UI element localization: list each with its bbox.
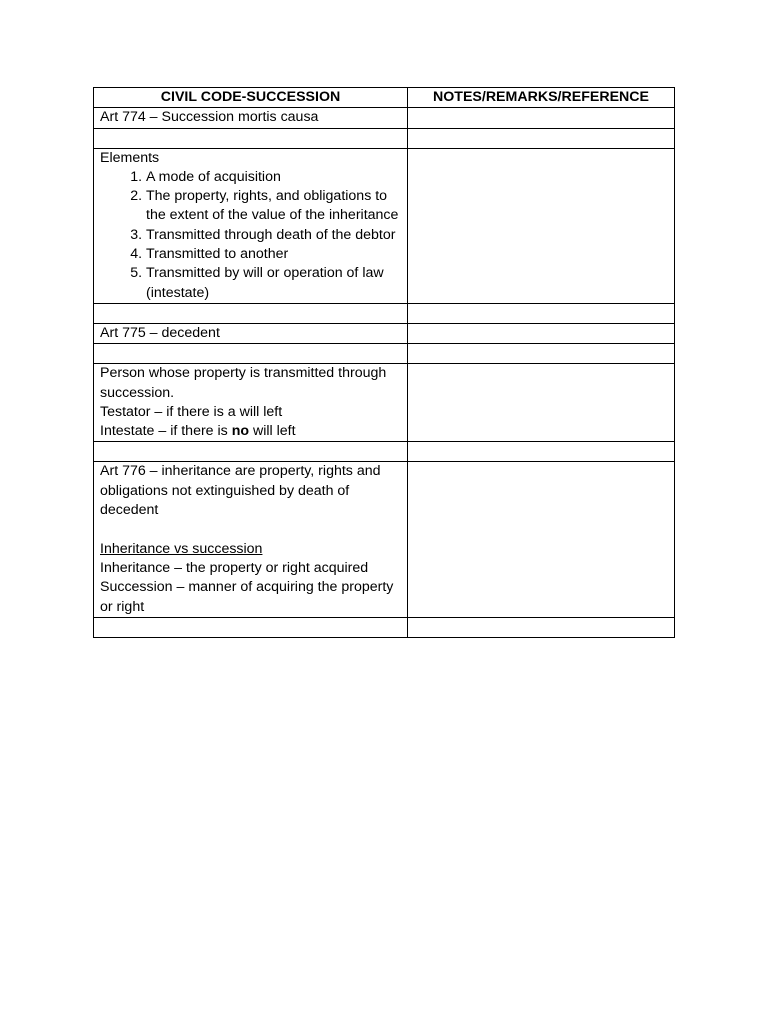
succession-notes-table [93,87,675,638]
inheritance-definition: Inheritance – the property or right acquired [100,559,369,576]
table-row-blank [94,617,675,637]
comparison-subheading: Inheritance vs succession [100,540,263,557]
table-row [94,108,675,128]
list-item: 2. The property, rights, and obligations to the extent of the value of the inheritance [146,187,401,226]
table-row-blank [94,128,675,148]
table-row [94,323,675,343]
list-item: 1. A mode of acquisition [146,168,401,187]
blank-cell [94,303,408,323]
notes-cell [408,128,675,148]
elements-label: Elements [100,149,160,166]
spacer [100,520,401,539]
blank-cell [94,617,408,637]
elements-list [100,168,401,303]
notes-cell [408,148,675,303]
header-row [94,88,675,108]
table-row-blank [94,303,675,323]
notes-cell [408,462,675,617]
intestate-text-after: will left [249,423,296,440]
notes-cell [408,364,675,442]
art775-definition-cell [94,364,408,442]
succession-definition: Succession – manner of acquiring the property or right [100,579,394,615]
table-row-blank [94,442,675,462]
art776-title: Art 776 – inheritance are property, rights and obligations not extinguished by death of decedent [100,463,381,519]
testator-definition: Testator – if there is a will left [100,403,283,420]
header-civil-code: CIVIL CODE-SUCCESSION [94,88,408,108]
notes-cell [408,323,675,343]
blank-cell [94,128,408,148]
table-row-blank [94,344,675,364]
list-item: 3. Transmitted through death of the debtor [146,226,401,245]
art774-elements-cell [94,148,408,303]
art776-cell [94,462,408,617]
list-item: 4. Transmitted to another [146,245,401,264]
intestate-text-before: Intestate – if there is [100,423,232,440]
intestate-emphasis: no [231,423,250,440]
notes-cell [408,344,675,364]
table-row [94,364,675,442]
blank-cell [94,442,408,462]
notes-cell [408,108,675,128]
art775-title: Art 775 – decedent [94,323,408,343]
art774-title: Art 774 – Succession mortis causa [94,108,408,128]
notes-cell [408,303,675,323]
decedent-definition: Person whose property is transmitted through succession. [100,365,387,401]
list-item: 5. Transmitted by will or operation of law (intestate) [146,264,401,303]
header-notes: NOTES/REMARKS/REFERENCE [408,88,675,108]
intestate-definition [100,422,401,441]
notes-cell [408,442,675,462]
table-row [94,462,675,617]
table-row [94,148,675,303]
notes-cell [408,617,675,637]
blank-cell [94,344,408,364]
